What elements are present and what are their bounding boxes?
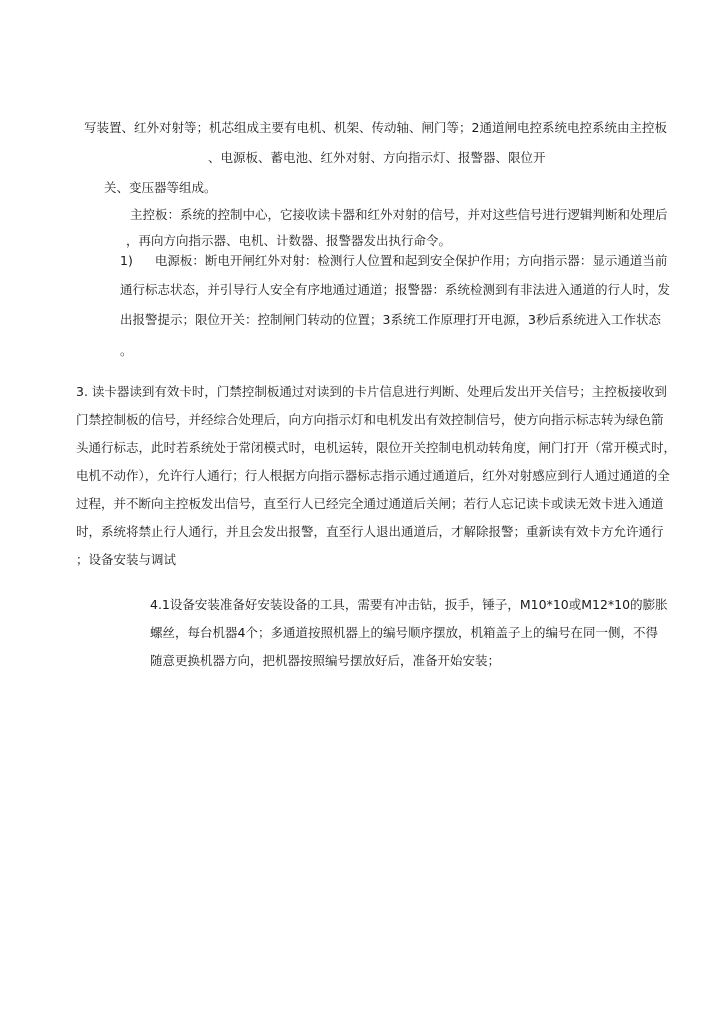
list-marker: 1) [120,253,133,268]
paragraph-line: 电机不动作），允许行人通行；行人根据方向指示器标志指示通过通道后，红外对射感应到行人通过通道的全 [76,468,670,483]
paragraph-line: 时，系统将禁止行人通行，并且会发出报警，直至行人退出通道后，才解除报警；重新读有效卡方允许通行 [76,524,664,539]
paragraph-line: 主控板：系统的控制中心，它接收读卡器和红外对射的信号，并对这些信号进行逻辑判断和处理后 [130,207,668,222]
paragraph-line: 4.1设备安装准备好安装设备的工具，需要有冲击钻，扳手，锤子，M10*10或M12*10的膨胀 [150,597,668,612]
paragraph-line: 关、变压器等组成。 [104,180,217,195]
paragraph-line: 头通行标志，此时若系统处于常闭模式时，电机运转，限位开关控制电机动转角度，闸门打开（常开模式时， [76,440,677,455]
paragraph-line: 门禁控制板的信号，并经综合处理后，向方向指示灯和电机发出有效控制信号，使方向指示标志转为绿色箭 [76,412,664,427]
paragraph-line: 出报警提示；限位开关：控制闸门转动的位置；3系统工作原理打开电源，3秒后系统进入工作状态 [120,312,661,327]
list-item [120,253,667,269]
paragraph-line: 随意更换机器方向，把机器按照编号摆放好后，准备开始安装； [150,653,501,668]
paragraph-line: 通行标志状态，并引导行人安全有序地通过通道；报警器：系统检测到有非法进入通道的行人时，发 [120,282,671,297]
paragraph-line: 3. 读卡器读到有效卡时，门禁控制板通过对读到的卡片信息进行判断、处理后发出开关信号；主控板接收到 [76,384,667,399]
paragraph-line: 过程，并不断向主控板发出信号，直至行人已经完全通过通道后关闸；若行人忘记读卡或读无效卡进入通道 [76,496,664,511]
paragraph-line: 螺丝，每台机器4个；多通道按照机器上的编号顺序摆放，机箱盖子上的编号在同一侧，不得 [150,625,658,640]
paragraph-line: 写装置、红外对射等；机芯组成主要有电机、机架、传动轴、闸门等；2通道闸电控系统电控系统由主控板 [84,120,667,135]
paragraph-line: 、电源板、蓄电池、红外对射、方向指示灯、报警器、限位开 [208,150,546,165]
paragraph-line: ，再向方向指示器、电机、计数器、报警器发出执行命令。 [126,233,452,248]
list-item-text: 电源板：断电开闸红外对射：检测行人位置和起到安全保护作用；方向指示器：显示通道当前 [154,253,668,268]
paragraph-line: 。 [120,343,133,358]
section-heading: ；设备安装与调试 [76,552,177,567]
